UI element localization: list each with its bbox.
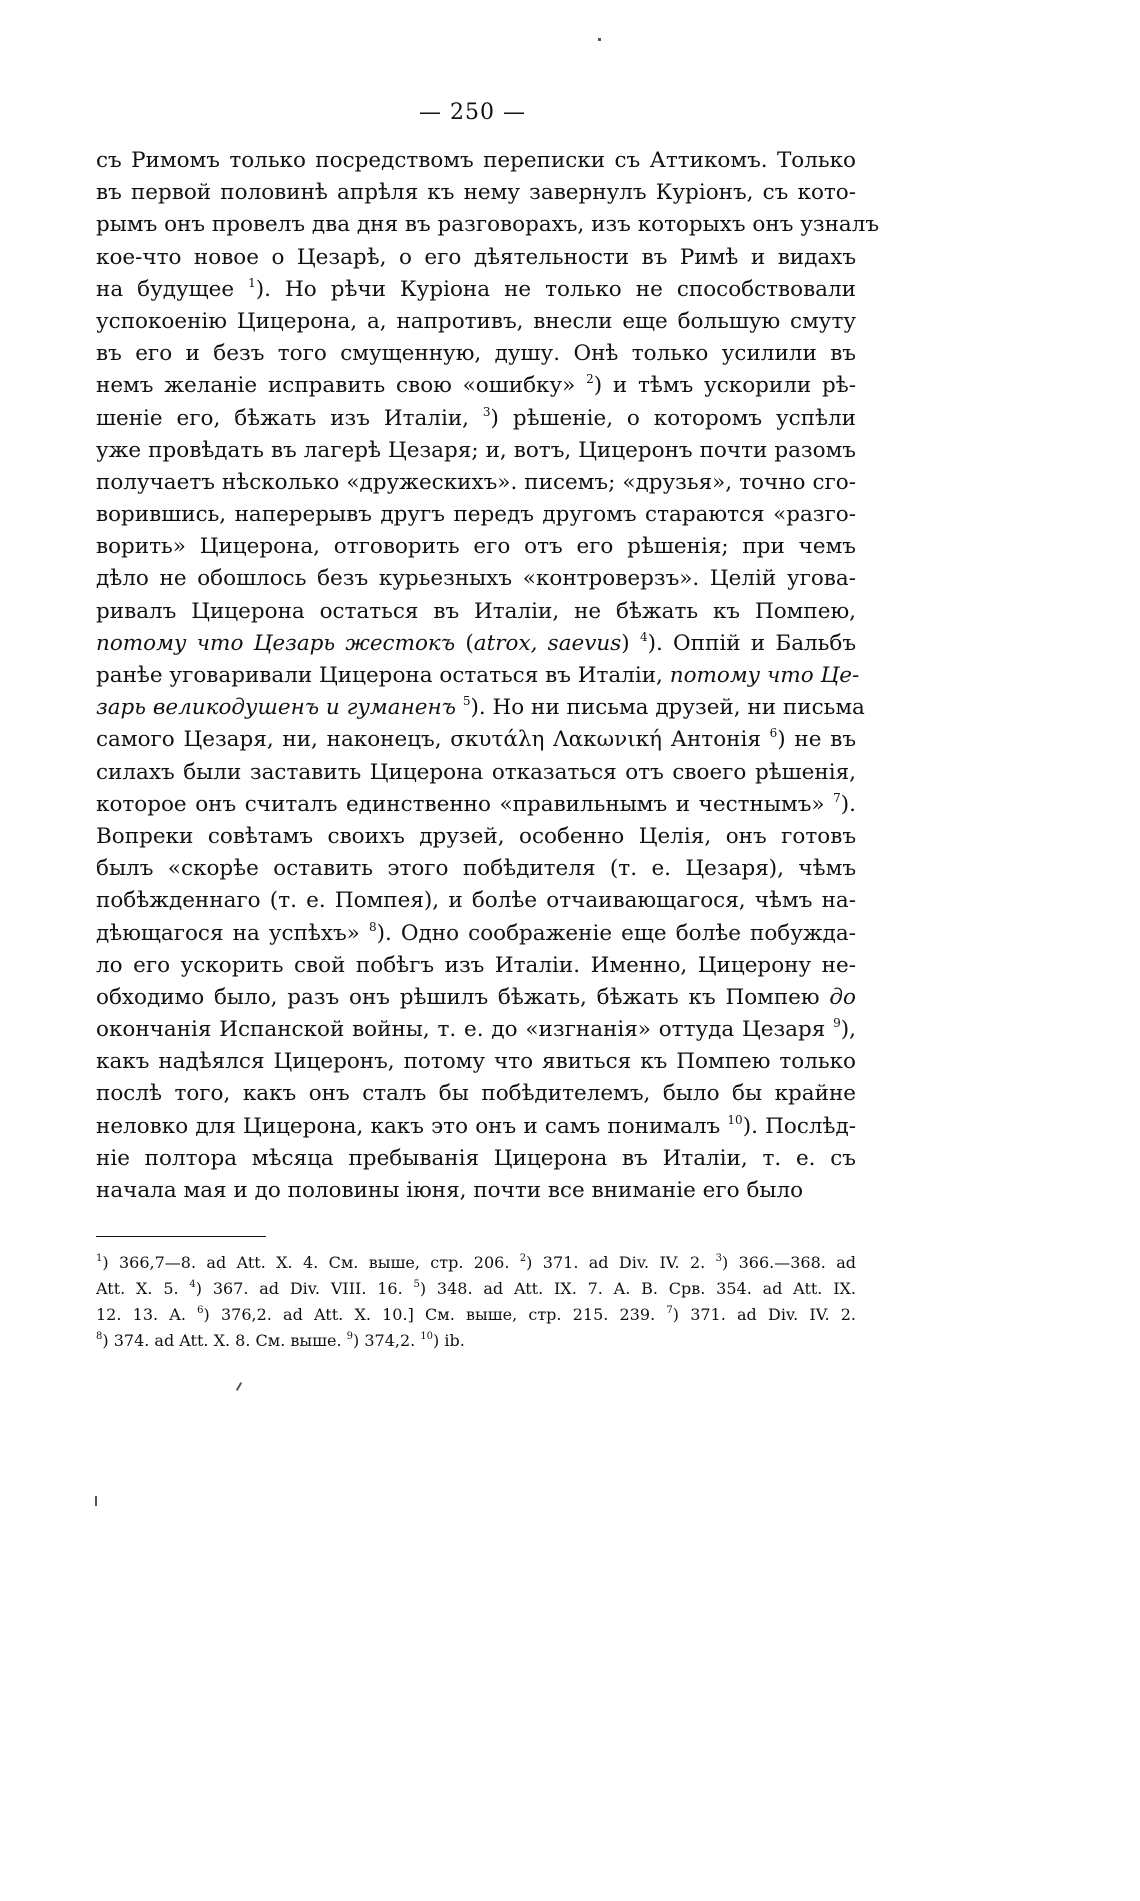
print-speck [95, 1496, 97, 1506]
footnote-line: $^8$) 374. ad Att. X. 8. См. выше. $^9$) 374,2. $^{10}$) ib. [96, 1331, 465, 1350]
text-line: шеніе его, бѣжать изъ Италіи, $^3$) рѣшеніе, о которомъ успѣли [96, 404, 856, 431]
footnotes [96, 1250, 856, 1354]
text-line: начала мая и до половины іюня, почти все вниманіе его было [96, 1178, 804, 1203]
footnote-line: 12. 13. A. $^6$) 376,2. ad Att. X. 10.] См. выше, стр. 215. 239. $^7$) 371. ad Div. IV. 2. [96, 1305, 857, 1324]
text-line: побѣжденнаго (т. е. Помпея), и болѣе отчаивающагося, чѣмъ на- [96, 888, 856, 914]
text-line: какъ надѣялся Цицеронъ, потому что явиться къ Помпею только [96, 1049, 856, 1075]
text-line: кое-что новое о Цезарѣ, о его дѣятельности въ Римѣ и видахъ [96, 244, 856, 270]
text-line: неловко для Цицерона, какъ это онъ и самъ понималъ $^{10}$). Послѣд- [96, 1112, 856, 1139]
text-line: на будущее $^1$). Но рѣчи Куріона не только не способствовали [96, 275, 856, 302]
text-line: ворить» Цицерона, отговорить его отъ его рѣшенія; при чемъ [96, 534, 856, 560]
text-line: уже провѣдать въ лагерѣ Цезаря; и, вотъ, Цицеронъ почти разомъ [96, 437, 856, 463]
text-line: которое онъ считалъ единственно «правильнымъ и честнымъ» $^7$). [96, 790, 856, 817]
text-line: немъ желаніе исправить свою «ошибку» $^2$) и тѣмъ ускорили рѣ- [96, 372, 856, 399]
text-line: зарь великодушенъ и гуманенъ $^5$). Но ни письма друзей, ни письма [96, 694, 865, 721]
text-line: ранѣе уговаривали Цицерона остаться въ Италіи, потому что Це- [96, 663, 860, 688]
text-line: дѣющагося на успѣхъ» $^8$). Одно соображеніе еще болѣе побужда- [96, 919, 856, 946]
text-line: послѣ того, какъ онъ сталъ бы побѣдителемъ, было бы крайне [96, 1081, 856, 1107]
text-line: ворившись, наперерывъ другъ передъ другомъ стараются «разго- [96, 502, 856, 528]
text-line: ривалъ Цицерона остаться въ Италіи, не бѣжать къ Помпею, [96, 598, 856, 624]
text-line: въ первой половинѣ апрѣля къ нему завернулъ Куріонъ, съ кото- [96, 180, 856, 206]
page-number: — 250 — [419, 100, 526, 125]
text-line: получаетъ нѣсколько «дружескихъ». писемъ; «друзья», точно сго- [96, 469, 856, 495]
text-line: въ его и безъ того смущенную, душу. Онѣ только усилили въ [96, 341, 856, 367]
print-speck [598, 38, 601, 41]
text-line: ніе полтора мѣсяца пребыванія Цицерона въ Италіи, т. е. съ [96, 1145, 856, 1171]
footnote-separator [96, 1236, 266, 1237]
footnote-line: Att. X. 5. $^4$) 367. ad Div. VIII. 16. $^5$) 348. ad Att. IX. 7. A. B. Срв. 354. ad Att. IX. [96, 1279, 856, 1298]
text-line: силахъ были заставить Цицерона отказаться отъ своего рѣшенія, [96, 759, 856, 785]
text-line: Вопреки совѣтамъ своихъ друзей, особенно Целія, онъ готовъ [96, 823, 856, 849]
text-line: самого Цезаря, ни, наконецъ, σκυτάλη Λακωνική Антонія $^6$) не въ [96, 726, 856, 753]
print-speck [236, 1382, 242, 1391]
text-line: съ Римомъ только посредствомъ переписки съ Аттикомъ. Только [96, 148, 856, 173]
text-line: потому что Цезарь жестокъ (atrox, saevus) $^4$). Оппій и Бальбъ [96, 629, 857, 656]
text-line: былъ «скорѣе оставить этого побѣдителя (т. е. Цезаря), чѣмъ [96, 856, 856, 882]
footnote-line: $^1$) 366,7—8. ad Att. X. 4. См. выше, стр. 206. $^2$) 371. ad Div. IV. 2. $^3$) 366.—368. ad [96, 1253, 857, 1272]
text-line: ло его ускорить свой побѣгъ изъ Италіи. Именно, Цицерону не- [96, 952, 856, 978]
text-line: дѣло не обошлось безъ курьезныхъ «контроверзъ». Целій угова- [96, 566, 856, 592]
text-line: окончанія Испанской войны, т. е. до «изгнанія» оттуда Цезаря $^9$), [96, 1016, 856, 1043]
text-line: обходимо было, разъ онъ рѣшилъ бѣжать, бѣжать къ Помпею до [96, 984, 856, 1010]
body-text [96, 145, 880, 1207]
text-line: рымъ онъ провелъ два дня въ разговорахъ, изъ которыхъ онъ узналъ [96, 212, 880, 238]
text-line: успокоенію Цицерона, а, напротивъ, внесли еще большую смуту [96, 308, 856, 334]
